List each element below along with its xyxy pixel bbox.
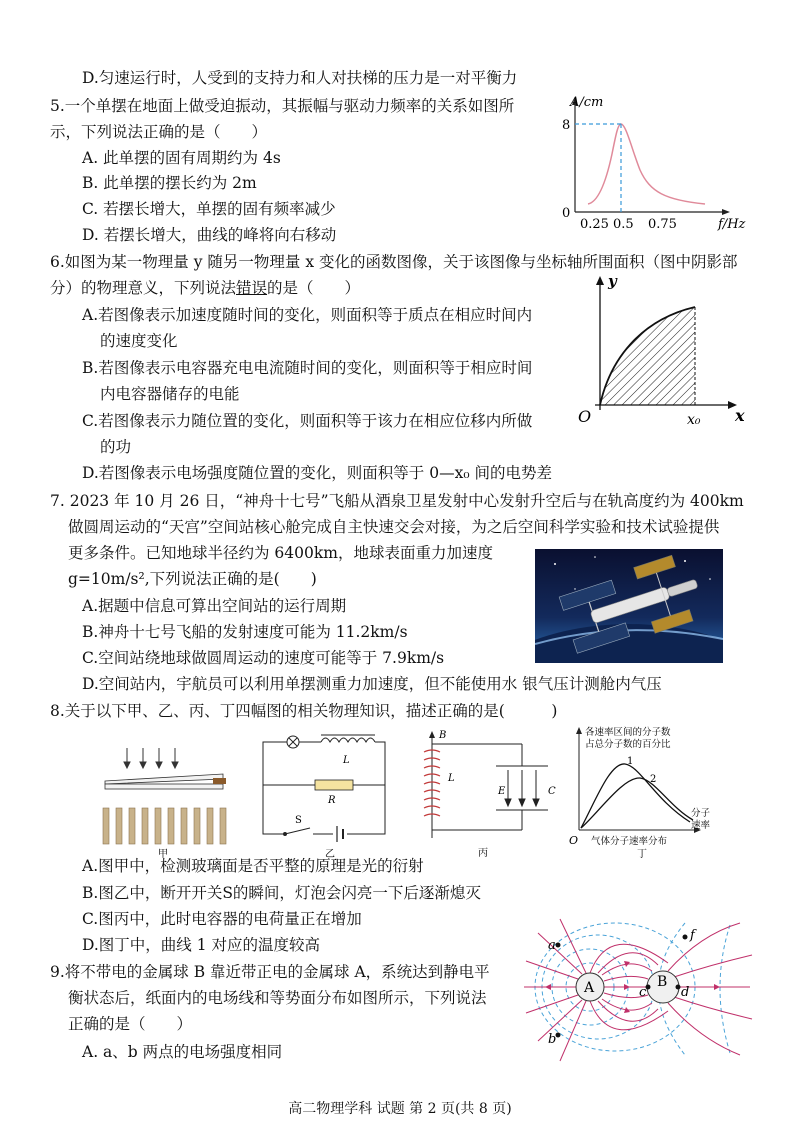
q5-x-axis-label: f/Hz — [718, 217, 746, 232]
q5-resonance-graph — [540, 92, 755, 237]
q6-area-graph — [570, 270, 755, 430]
q5-x-tick-2: 0.5 — [613, 217, 634, 232]
q9-option-a: A. a、b 两点的电场强度相同 — [82, 1043, 283, 1061]
q6-option-a-line1: A.若图像表示加速度随时间的变化，则面积等于质点在相应时间内 — [82, 306, 533, 324]
q5-option-d: D. 若摆长增大，曲线的峰将向右移动 — [82, 226, 337, 244]
q7-stem-line1: 7. 2023 年 10 月 26 日，“神舟十七号”飞船从酒泉卫星发射中心发射升空后与在轨高度约为 400km — [50, 492, 744, 510]
q6-option-b-line2: 内电容器储存的电能 — [100, 385, 240, 403]
q8-option-d: D.图丁中，曲线 1 对应的温度较高 — [82, 936, 321, 954]
fig-yi-circuit — [255, 730, 395, 860]
q9-field-lines-figure — [520, 915, 760, 1065]
fig-ding-y-label-1: 各速率区间的分子数 — [585, 727, 671, 738]
q5-x-tick-1: 0.25 — [580, 217, 609, 232]
q6-option-c-line2: 的功 — [100, 438, 132, 456]
q6-y-label: y — [608, 272, 617, 290]
q4-option-d: D.匀速运行时，人受到的支持力和人对扶梯的压力是一对平衡力 — [82, 69, 518, 87]
fig-jia-caption: 甲 — [158, 849, 168, 858]
space-station-photo — [535, 549, 723, 663]
q8-option-b: B.图乙中，断开开关S的瞬间，灯泡会闪亮一下后逐渐熄灭 — [82, 884, 481, 902]
q5-option-b: B. 此单摆的摆长约为 2m — [82, 174, 257, 192]
q6-option-b-line1: B.若图像表示电容器充电电流随时间的变化，则面积等于相应时间 — [82, 359, 533, 377]
fig-yi-L: L — [343, 755, 350, 766]
q6-option-c-line1: C.若图像表示力随位置的变化，则面积等于该力在相应位移内所做 — [82, 412, 533, 430]
q6-origin: O — [578, 407, 592, 426]
q9-point-a: a — [548, 938, 556, 953]
fig-bing-caption: 丙 — [478, 848, 488, 859]
q7-stem-line3: 更多条件。已知地球半径约为 6400km，地球表面重力加速度 — [68, 544, 493, 562]
fig-ding-y-label-2: 占总分子数的百分比 — [585, 739, 671, 750]
fig-bing-C: C — [548, 786, 556, 797]
q7-option-a: A.据题中信息可算出空间站的运行周期 — [82, 597, 347, 615]
q7-stem-line4: g=10m/s²,下列说法正确的是( ) — [68, 570, 317, 588]
q6-x0-label: x₀ — [687, 412, 701, 428]
page-footer: 高二物理学科 试题 第 2 页(共 8 页) — [288, 1101, 512, 1117]
q9-point-d: d — [681, 985, 690, 1000]
q5-option-c: C. 若摆长增大，单摆的固有频率减少 — [82, 200, 336, 218]
fig-ding-origin: O — [569, 834, 579, 847]
q6-stem-line1: 6.如图为某一物理量 y 随另一物理量 x 变化的函数图像，关于该图像与坐标轴所围面积（图中阴影部 — [50, 253, 738, 271]
q5-y-tick: 8 — [562, 118, 571, 133]
fig-bing-lc-circuit — [410, 726, 560, 860]
q5-x-tick-3: 0.75 — [648, 217, 677, 232]
q8-option-c: C.图丙中，此时电容器的电荷量正在增加 — [82, 910, 362, 928]
fig-ding-speed-distribution — [565, 722, 725, 860]
fig-ding-x-label-2: 速率 — [691, 820, 711, 831]
fig-yi-S: S — [295, 815, 302, 826]
q6-stem-line2: 分）的物理意义，下列说法错误的是（ ） — [50, 279, 361, 297]
q9-point-c: c — [639, 985, 647, 1000]
q8-stem: 8.关于以下甲、乙、丙、丁四幅图的相关物理知识，描述正确的是( ) — [50, 702, 558, 720]
q6-x-label: x — [735, 406, 745, 425]
q9-point-f: f — [690, 928, 695, 943]
fig-ding-caption-text: 气体分子速率分布 — [591, 836, 668, 847]
fig-bing-L: L — [448, 773, 455, 784]
q9-sphere-A: A — [584, 980, 595, 996]
q9-stem-line1: 9.将不带电的金属球 B 靠近带正电的金属球 A，系统达到静电平 — [50, 963, 490, 981]
fig-yi-R: R — [328, 795, 336, 806]
q8-option-a: A.图甲中，检测玻璃面是否平整的原理是光的衍射 — [82, 857, 424, 875]
q5-origin: 0 — [562, 206, 571, 221]
fig-ding-caption: 丁 — [637, 849, 647, 860]
q9-stem-line2: 衡状态后，纸面内的电场线和等势面分布如图所示，下列说法 — [68, 989, 487, 1007]
q9-sphere-B: B — [657, 974, 668, 990]
q7-option-d: D.空间站内，宇航员可以利用单摆测重力加速度，但不能使用水 银气压计测舱内气压 — [82, 675, 662, 693]
q7-option-c: C.空间站绕地球做圆周运动的速度可能等于 7.9km/s — [82, 649, 445, 667]
q7-option-b: B.神舟十七号飞船的发射速度可能为 11.2km/s — [82, 623, 408, 641]
fig-bing-B: B — [439, 730, 447, 741]
fig-ding-curve-1: 1 — [627, 756, 634, 767]
fig-ding-curve-2: 2 — [650, 774, 657, 785]
fig-yi-caption: 乙 — [325, 849, 335, 860]
q6-option-d: D.若图像表示电场强度随位置的变化，则面积等于 0—x₀ 间的电势差 — [82, 464, 552, 482]
q5-option-a: A. 此单摆的固有周期约为 4s — [82, 149, 281, 167]
q9-point-b: b — [548, 1032, 557, 1047]
fig-ding-x-label-1: 分子 — [691, 808, 711, 819]
q6-underlined-word: 错误 — [236, 279, 268, 297]
fig-bing-E: E — [498, 786, 506, 797]
q9-stem-line3: 正确的是（ ） — [68, 1015, 193, 1033]
fig-jia-air-wedge — [95, 748, 235, 858]
q5-y-axis-label: A/cm — [570, 95, 604, 110]
q6-option-a-line2: 的速度变化 — [100, 332, 178, 350]
q5-stem-line1: 5.一个单摆在地面上做受迫振动，其振幅与驱动力频率的关系如图所 — [50, 97, 515, 115]
q5-stem-line2: 示，下列说法正确的是（ ） — [50, 123, 268, 141]
q7-stem-line2: 做圆周运动的“天宫”空间站核心舱完成自主快速交会对接，为之后空间科学实验和技术试验提供 — [68, 518, 720, 536]
